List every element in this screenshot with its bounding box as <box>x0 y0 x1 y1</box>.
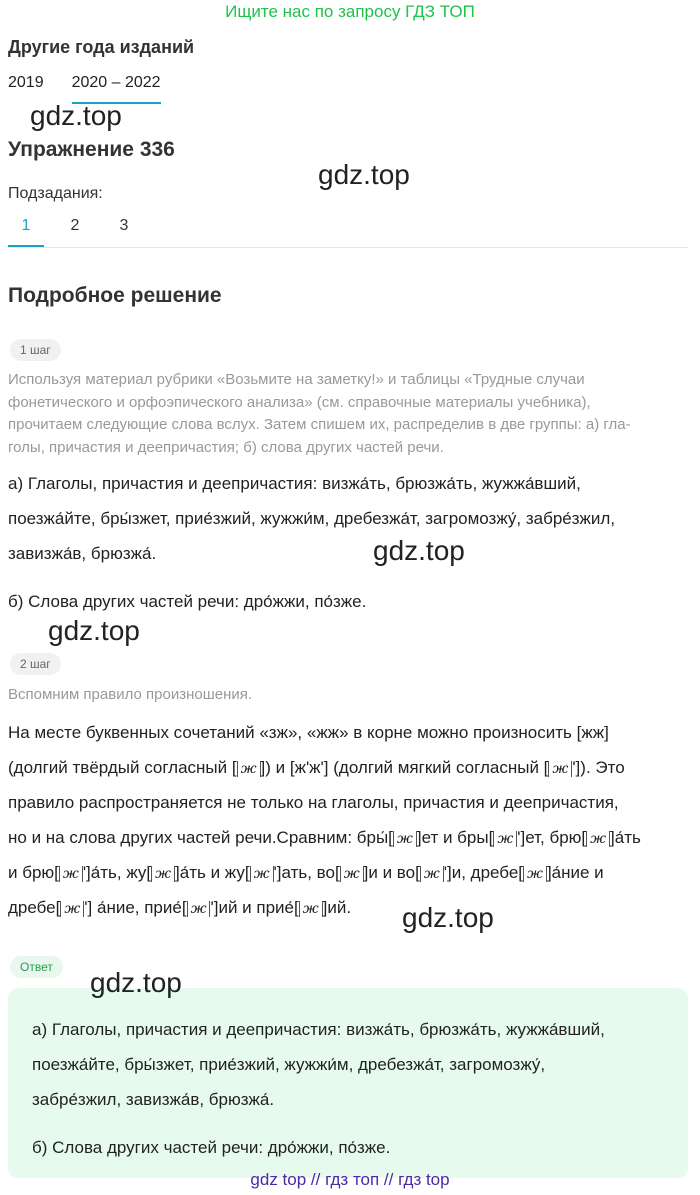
watermark: gdz.top <box>373 535 465 566</box>
subtasks-label: Подзадания: <box>8 185 103 202</box>
subtask-tab-2[interactable]: 2 <box>70 217 80 234</box>
step1-answer-b: б) Слова других частей речи: дро́жжи, по́зже. <box>8 592 367 611</box>
answer-badge: Ответ <box>10 956 63 978</box>
watermark: gdz.top <box>318 159 410 190</box>
exercise-title: Упражнение 336 <box>8 138 175 161</box>
solution-title: Подробное решение <box>8 284 222 307</box>
rule-text: На месте буквенных сочетаний «зж», «жж» в корне можно произносить [жж] (долгий твёрдый согласный [ ж ]) и [ж'ж'] (долгий мягкий согласный [ ж ']). Это правило распространяется не только на глаголы, причастия и деепричастия, но и на слова других частей речи.Сравним: бры́[ ж ]ет и бры[ ж ']ет, брю[ ж ]а́ть и брю[ ж ']а́ть, жу[ ж ]а́ть и жу[ ж ']ать, во[ ж ]и и во[ ж ']и, дребе[ ж ]а́ние и дребе[ ж '] а́ние, прие́[ ж ']ий и прие́[ ж ]ий. <box>8 723 641 917</box>
step1-answer-a: а) Глаголы, причастия и деепричастия: визжа́ть, брюзжа́ть, жужжа́вший, поезжа́йте, бры́зжет, прие́зжий, жужжи́м, дребезжа́т, загромозжу́, забре́зжил, завизжа́в, брюзжа́. <box>8 474 616 563</box>
footer-links[interactable]: gdz top // гдз топ // гдз top <box>250 1170 450 1189</box>
step-badge: 2 шаг <box>10 653 61 675</box>
watermark: gdz.top <box>402 902 494 933</box>
subtask-tab-1[interactable]: 1 <box>8 217 44 247</box>
answer-box <box>8 988 688 1178</box>
promo-banner: Ищите нас по запросу ГДЗ ТОП <box>225 2 475 21</box>
watermark: gdz.top <box>90 967 182 998</box>
subtask-tab-3[interactable]: 3 <box>119 217 129 234</box>
task-text: Используя материал рубрики «Возьмите на заметку!» и таблицы «Трудные случаи фонетического и орфоэпического анализа» (см. справочные материалы учебника), прочитаем следующие слова вслух. Затем спишем их, распределив в две группы: а) гла- голы, причастия и деепричастия; б) слова других частей речи. <box>8 371 631 456</box>
watermark: gdz.top <box>30 100 122 131</box>
year-tab-2019[interactable]: 2019 <box>8 74 44 91</box>
watermark: gdz.top <box>48 615 140 646</box>
step-badge: 1 шаг <box>10 339 61 361</box>
subtask-tabs <box>8 217 688 248</box>
rule-intro: Вспомним правило произношения. <box>8 686 253 703</box>
answer-b: б) Слова других частей речи: дро́жжи, по́зже. <box>32 1138 391 1157</box>
year-tab-2020-2022[interactable]: 2020 – 2022 <box>72 74 161 104</box>
editions-heading: Другие года изданий <box>8 37 195 57</box>
answer-a: а) Глаголы, причастия и деепричастия: визжа́ть, брюзжа́ть, жужжа́вший, поезжа́йте, бры́зжет, прие́зжий, жужжи́м, дребезжа́т, загромозжу́, забре́зжил, завизжа́в, брюзжа́. <box>32 1020 605 1109</box>
